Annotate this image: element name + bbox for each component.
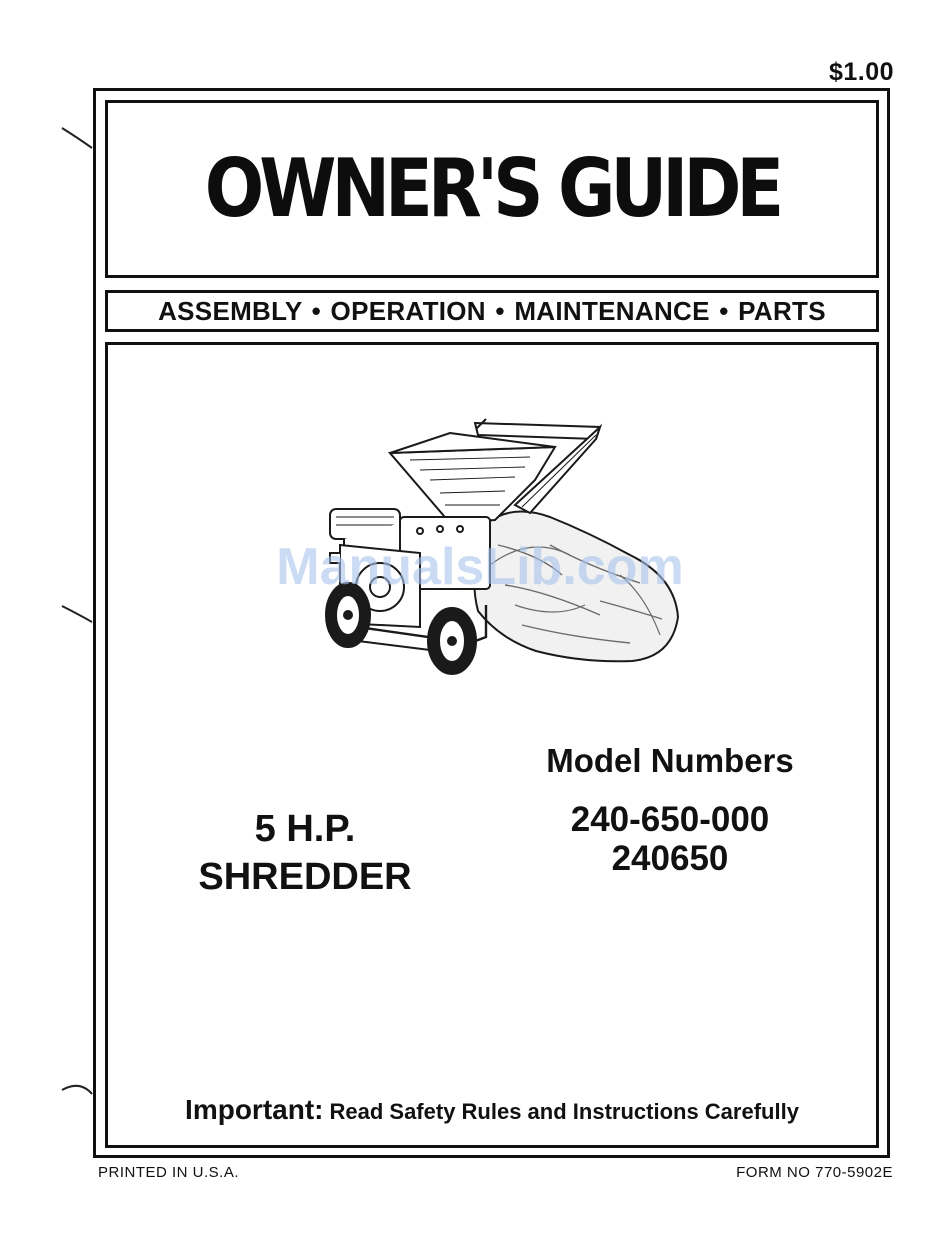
watermark: ManualsLib.com [276,538,684,596]
horsepower-label: 5 H.P. [254,808,356,850]
price-label: $1.00 [828,58,894,86]
margin-mark [58,596,98,636]
model-numbers-heading: Model Numbers [546,742,794,779]
margin-mark [58,118,98,158]
product-name: SHREDDER [198,856,412,898]
form-number: FORM NO 770-5902E [736,1164,893,1181]
printed-in-label: PRINTED IN U.S.A. [98,1164,240,1181]
important-text: Read Safety Rules and Instructions Carefully [329,1099,799,1124]
model-number: 240-650-000 [570,800,770,839]
model-number: 240650 [611,839,729,878]
important-label: Important: [185,1094,324,1125]
subtitle-box [105,290,879,332]
important-notice [108,1094,876,1126]
title-box [105,100,879,278]
page-title: OWNER'S GUIDE [204,141,780,236]
page-subtitle: ASSEMBLY • OPERATION • MAINTENANCE • PARTS [158,296,826,326]
margin-mark [58,1074,98,1114]
